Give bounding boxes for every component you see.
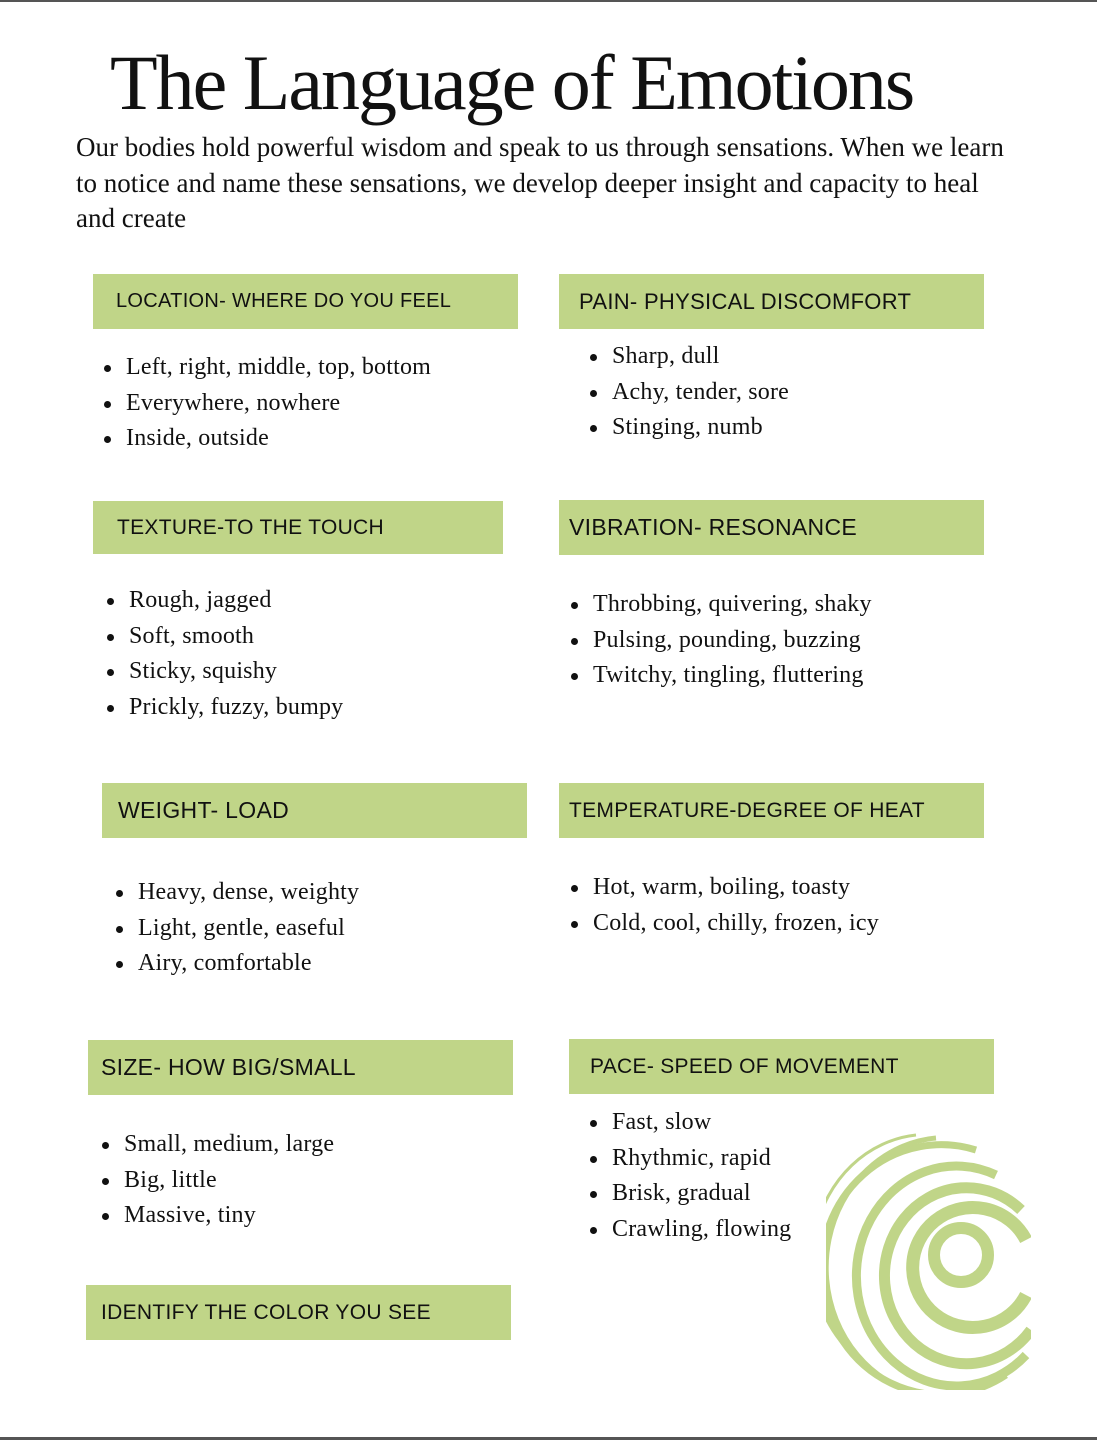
texture-list [129,583,343,725]
intro-line: Our bodies hold powerful wisdom and speak to us through sensations. When we learn [76,132,1004,162]
list-item: Cold, cool, chilly, frozen, icy [593,906,879,942]
list-item: Achy, tender, sore [612,375,789,411]
list-item: Inside, outside [126,421,431,457]
list-item: Sharp, dull [612,339,789,375]
temperature-list [593,870,879,941]
list-item: Sticky, squishy [129,654,343,690]
weight-list [138,875,359,982]
page-title: The Language of Emotions [110,39,914,126]
list-item: Pulsing, pounding, buzzing [593,623,872,659]
section-heading-location: LOCATION- WHERE DO YOU FEEL [93,274,518,329]
top-border [0,0,1097,2]
list-item: Hot, warm, boiling, toasty [593,870,879,906]
size-list [124,1127,334,1234]
pain-list [612,339,789,446]
list-item: Soft, smooth [129,619,343,655]
section-heading-temperature: TEMPERATURE-DEGREE OF HEAT [559,783,984,838]
list-item: Airy, comfortable [138,946,359,982]
section-heading-texture: TEXTURE-TO THE TOUCH [93,501,503,554]
list-item: Stinging, numb [612,410,789,446]
list-item: Everywhere, nowhere [126,386,431,422]
list-item: Prickly, fuzzy, bumpy [129,690,343,726]
list-item: Massive, tiny [124,1198,334,1234]
list-item: Twitchy, tingling, fluttering [593,658,872,694]
spiral-logo-icon [826,1130,1041,1390]
vibration-list [593,587,872,694]
section-heading-pain: PAIN- PHYSICAL DISCOMFORT [559,274,984,329]
list-item: Rhythmic, rapid [612,1141,791,1177]
list-item: Rough, jagged [129,583,343,619]
intro-paragraph [76,130,1004,237]
list-item: Left, right, middle, top, bottom [126,350,431,386]
list-item: Light, gentle, easeful [138,911,359,947]
list-item: Small, medium, large [124,1127,334,1163]
list-item: Heavy, dense, weighty [138,875,359,911]
section-heading-pace: PACE- SPEED OF MOVEMENT [569,1039,994,1094]
intro-line: and create [76,203,187,233]
section-heading-color: IDENTIFY THE COLOR YOU SEE [86,1285,511,1340]
location-list [126,350,431,457]
list-item: Crawling, flowing [612,1212,791,1248]
list-item: Brisk, gradual [612,1176,791,1212]
section-heading-size: SIZE- HOW BIG/SMALL [88,1040,513,1095]
list-item: Throbbing, quivering, shaky [593,587,872,623]
pace-list [612,1105,791,1247]
list-item: Big, little [124,1163,334,1199]
section-heading-vibration: VIBRATION- RESONANCE [559,500,984,555]
section-heading-weight: WEIGHT- LOAD [102,783,527,838]
intro-line: to notice and name these sensations, we develop deeper insight and capacity to heal [76,167,979,198]
list-item: Fast, slow [612,1105,791,1141]
